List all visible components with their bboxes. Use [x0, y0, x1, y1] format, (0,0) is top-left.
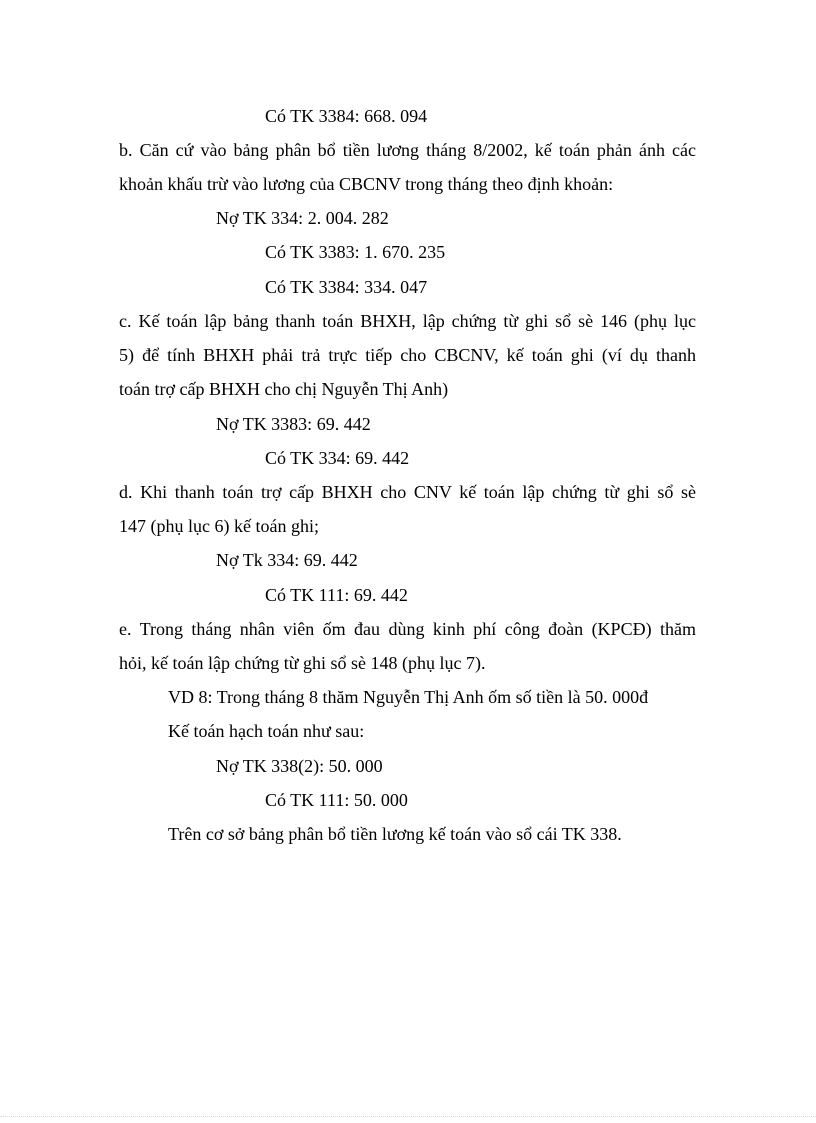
paragraph-e-line-1: e. Trong tháng nhân viên ốm đau dùng kinh phí công đoàn (KPCĐ) thăm	[119, 619, 696, 639]
paragraph-e-line-2: hỏi, kế toán lập chứng từ ghi sổ sè 148 (phụ lục 7).	[119, 653, 486, 673]
paragraph-d-line-2: 147 (phụ lục 6) kế toán ghi;	[119, 516, 319, 536]
paragraph-d-line-1: d. Khi thanh toán trợ cấp BHXH cho CNV kế toán lập chứng từ ghi sổ sè	[119, 482, 696, 502]
paragraph-b-line-2: khoản khấu trừ vào lương của CBCNV trong tháng theo định khoản:	[119, 174, 614, 194]
entry-debit-334: Nợ TK 334: 2. 004. 282	[216, 208, 389, 228]
paragraph-b-line-1: b. Căn cứ vào bảng phân bổ tiền lương tháng 8/2002, kế toán phản ánh các	[119, 140, 696, 160]
paragraph-c-line-3: toán trợ cấp BHXH cho chị Nguyễn Thị Anh)	[119, 379, 449, 399]
entry-credit-111-a: Có TK 111: 69. 442	[265, 585, 408, 605]
example-vd8: VD 8: Trong tháng 8 thăm Nguyễn Thị Anh ốm số tiền là 50. 000đ	[168, 687, 649, 707]
entry-credit-334: Có TK 334: 69. 442	[265, 448, 410, 468]
page-bottom-divider	[0, 1116, 816, 1117]
entry-debit-3383: Nợ TK 3383: 69. 442	[216, 414, 371, 434]
entry-credit-111-b: Có TK 111: 50. 000	[265, 790, 408, 810]
closing-sentence: Trên cơ sở bảng phân bổ tiền lương kế toán vào sổ cái TK 338.	[168, 824, 622, 844]
entry-credit-3384-a: Có TK 3384: 668. 094	[265, 106, 428, 126]
paragraph-c-line-1: c. Kế toán lập bảng thanh toán BHXH, lập chứng từ ghi sổ sè 146 (phụ lục	[119, 311, 696, 331]
paragraph-c-line-2: 5) để tính BHXH phải trả trực tiếp cho CBCNV, kế toán ghi (ví dụ thanh	[119, 345, 696, 365]
entry-credit-3384-b: Có TK 3384: 334. 047	[265, 277, 428, 297]
entry-debit-334-b: Nợ Tk 334: 69. 442	[216, 550, 358, 570]
example-accounting-intro: Kế toán hạch toán như sau:	[168, 721, 365, 741]
entry-debit-3382: Nợ TK 338(2): 50. 000	[216, 756, 383, 776]
entry-credit-3383: Có TK 3383: 1. 670. 235	[265, 242, 446, 262]
